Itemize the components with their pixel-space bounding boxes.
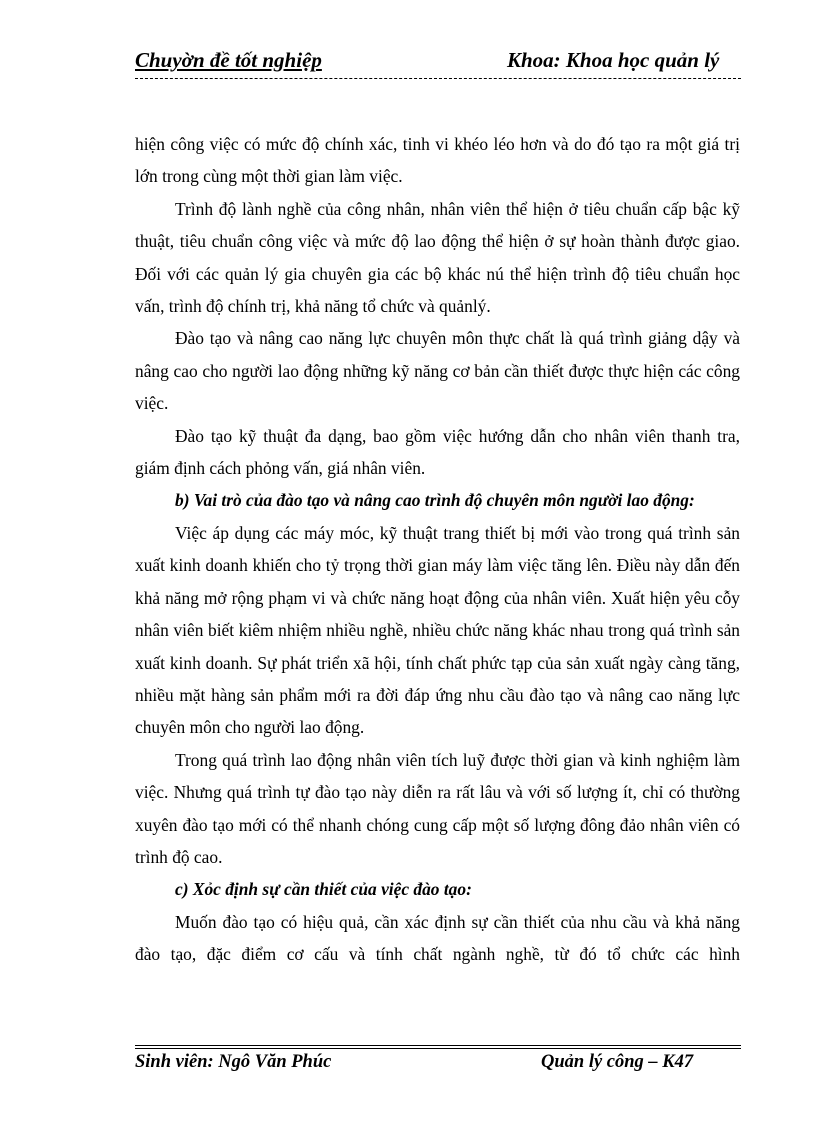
footer-class: Quản lý công – K47: [541, 1052, 694, 1072]
paragraph: Việc áp dụng các máy móc, kỹ thuật trang thiết bị mới vào trong quá trình sản xuất kinh doanh khiến cho tỷ trọng thời gian máy làm việc tăng lên. Điều này dẫn đến khả năng mở rộng phạm vi và chức năng hoạt động của nhân viên. Xuất hiện yêu cỗy nhân viên biết kiêm nhiệm nhiều nghề, nhiều chức năng khác nhau trong quá trình sản xuất kinh doanh. Sự phát triển xã hội, tính chất phức tạp của sản xuất ngày càng tăng, nhiều mặt hàng sản phẩm mới ra đời đáp ứng nhu cầu đào tạo và nâng cao năng lực chuyên môn cho người lao động.: [135, 522, 740, 738]
paragraph: hiện công việc có mức độ chính xác, tinh vi khéo léo hơn và do đó tạo ra một giá trị lớn trong cùng một thời gian làm việc.: [135, 134, 740, 187]
paragraph: Muốn đào tạo có hiệu quả, cần xác định sự cần thiết của nhu cầu và khả năng đào tạo, đặc điểm cơ cấu và tính chất ngành nghề, từ đó tổ chức các hình: [135, 911, 740, 965]
header-faculty: Khoa: Khoa học quản lý: [507, 48, 720, 72]
header-title: Chuyờn đề tốt nghiệp: [135, 48, 322, 72]
page-footer: [135, 1052, 741, 1080]
footer-rule-top: [135, 1045, 741, 1046]
section-heading-b: b) Vai trò của đào tạo và nâng cao trình độ chuyên môn người lao động:: [175, 490, 695, 511]
paragraph: Trong quá trình lao động nhân viên tích luỹ được thời gian và kinh nghiệm làm việc. Nhưng quá trình tự đào tạo này diễn ra rất lâu và với số lượng ít, chỉ có thường xuyên đào tạo mới có thể nhanh chóng cung cấp một số lượng đông đảo nhân viên có trình độ cao.: [135, 749, 740, 867]
paragraph: Đào tạo và nâng cao năng lực chuyên môn thực chất là quá trình giảng dậy và nâng cao cho người lao động những kỹ năng cơ bản cần thiết được thực hiện các công việc.: [135, 328, 740, 414]
footer-student: Sinh viên: Ngô Văn Phúc: [135, 1052, 332, 1072]
page-header: [135, 48, 741, 79]
footer-rule-bottom: [135, 1048, 741, 1049]
section-heading-c: c) Xỏc định sự cần thiết của việc đào tạo:: [175, 879, 472, 900]
paragraph: Đào tạo kỹ thuật đa dạng, bao gồm việc hướng dẫn cho nhân viên thanh tra, giám định cách phỏng vấn, giá nhân viên.: [135, 425, 740, 479]
paragraph: Trình độ lành nghề của công nhân, nhân viên thể hiện ở tiêu chuẩn cấp bậc kỹ thuật, tiêu chuẩn công việc và mức độ lao động thể hiện ở sự hoàn thành được giao. Đối với các quản lý gia chuyên gia các bộ khác nú thể hiện trình độ tiêu chuẩn học vấn, trình độ chính trị, khả năng tổ chức và quảnlý.: [135, 198, 740, 317]
document-body: [135, 128, 740, 971]
